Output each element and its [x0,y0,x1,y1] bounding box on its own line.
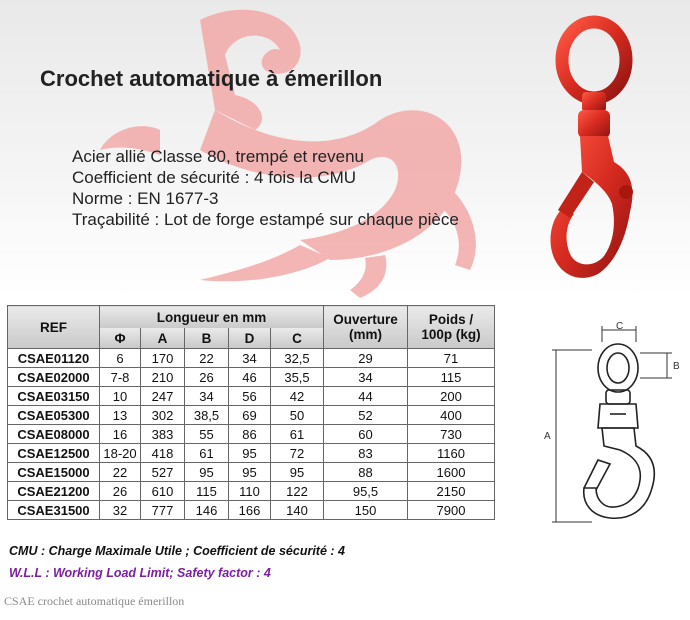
cell-d: 95 [229,444,271,463]
image-caption: CSAE crochet automatique émerillon [4,594,185,608]
header-longueur: Longueur en mm [100,306,324,329]
header-ouverture-line1: Ouverture [333,312,398,327]
cell-c: 72 [271,444,324,463]
cell-b: 55 [185,425,229,444]
cell-poids: 1160 [408,444,495,463]
wll-note: W.L.L : Working Load Limit; Safety factor : 4 [9,566,271,580]
cell-poids: 200 [408,387,495,406]
cell-poids: 2150 [408,482,495,501]
cell-ref: CSAE02000 [8,368,100,387]
swivel-hook-photo-icon [536,12,656,298]
cell-d: 86 [229,425,271,444]
header-poids-line1: Poids / [428,312,474,327]
table-row [8,368,495,387]
cell-a: 527 [141,463,185,482]
cell-a: 170 [141,349,185,368]
header-ref: REF [8,306,100,349]
cell-ouverture: 88 [324,463,408,482]
cell-ouverture: 60 [324,425,408,444]
property-safety-factor: Coefficient de sécurité : 4 fois la CMU [72,168,357,187]
cell-ref: CSAE01120 [8,349,100,368]
cell-d: 69 [229,406,271,425]
cell-poids: 730 [408,425,495,444]
cell-c: 42 [271,387,324,406]
dim-label-a: A [544,431,551,442]
cell-b: 38,5 [185,406,229,425]
table-row [8,501,495,520]
table-row [8,463,495,482]
cell-c: 95 [271,463,324,482]
cell-b: 34 [185,387,229,406]
cell-d: 95 [229,463,271,482]
header-phi: Φ [100,328,141,349]
header-ouverture-line2: (mm) [349,327,382,342]
property-standard: Norme : EN 1677-3 [72,189,219,208]
cell-poids: 7900 [408,501,495,520]
cell-a: 247 [141,387,185,406]
cell-phi: 7-8 [100,368,141,387]
cell-b: 95 [185,463,229,482]
dim-label-b: B [673,361,680,372]
cell-a: 210 [141,368,185,387]
cell-d: 56 [229,387,271,406]
table-row [8,349,495,368]
cell-c: 32,5 [271,349,324,368]
cmu-note: CMU : Charge Maximale Utile ; Coefficient de sécurité : 4 [9,544,345,558]
cell-d: 34 [229,349,271,368]
cell-ref: CSAE12500 [8,444,100,463]
product-properties [72,146,542,230]
cell-b: 22 [185,349,229,368]
cell-c: 35,5 [271,368,324,387]
cell-c: 122 [271,482,324,501]
cell-ouverture: 150 [324,501,408,520]
table-row [8,425,495,444]
table-row [8,482,495,501]
cell-ref: CSAE15000 [8,463,100,482]
cell-poids: 115 [408,368,495,387]
cell-a: 418 [141,444,185,463]
cell-phi: 32 [100,501,141,520]
product-header [0,0,690,298]
cell-b: 26 [185,368,229,387]
cell-poids: 71 [408,349,495,368]
cell-a: 383 [141,425,185,444]
header-c: C [271,328,324,349]
cell-ref: CSAE05300 [8,406,100,425]
cell-a: 777 [141,501,185,520]
cell-b: 146 [185,501,229,520]
cell-phi: 13 [100,406,141,425]
header-d: D [229,328,271,349]
spec-table [7,305,495,520]
cell-phi: 16 [100,425,141,444]
cell-poids: 400 [408,406,495,425]
cell-d: 110 [229,482,271,501]
cell-ouverture: 34 [324,368,408,387]
cell-phi: 22 [100,463,141,482]
hook-dimension-diagram-icon [540,318,685,533]
cell-ouverture: 29 [324,349,408,368]
cell-c: 61 [271,425,324,444]
dim-label-c: C [616,321,624,332]
cell-phi: 18-20 [100,444,141,463]
cell-b: 61 [185,444,229,463]
cell-poids: 1600 [408,463,495,482]
property-traceability: Traçabilité : Lot de forge estampé sur chaque pièce [72,210,459,229]
cell-d: 46 [229,368,271,387]
cell-phi: 6 [100,349,141,368]
cell-ouverture: 52 [324,406,408,425]
table-row [8,406,495,425]
cell-ref: CSAE31500 [8,501,100,520]
cell-c: 50 [271,406,324,425]
cell-ouverture: 83 [324,444,408,463]
cell-ref: CSAE08000 [8,425,100,444]
cell-b: 115 [185,482,229,501]
table-row [8,444,495,463]
cell-d: 166 [229,501,271,520]
cell-phi: 10 [100,387,141,406]
cell-a: 610 [141,482,185,501]
header-poids-line2: 100p (kg) [421,327,481,342]
cell-a: 302 [141,406,185,425]
cell-ouverture: 95,5 [324,482,408,501]
cell-ref: CSAE03150 [8,387,100,406]
property-material: Acier allié Classe 80, trempé et revenu [72,147,364,166]
header-ouverture [324,306,408,349]
cell-ref: CSAE21200 [8,482,100,501]
product-title: Crochet automatique à émerillon [40,66,383,91]
cell-ouverture: 44 [324,387,408,406]
header-a: A [141,328,185,349]
header-b: B [185,328,229,349]
header-poids [408,306,495,349]
table-row [8,387,495,406]
cell-c: 140 [271,501,324,520]
cell-phi: 26 [100,482,141,501]
